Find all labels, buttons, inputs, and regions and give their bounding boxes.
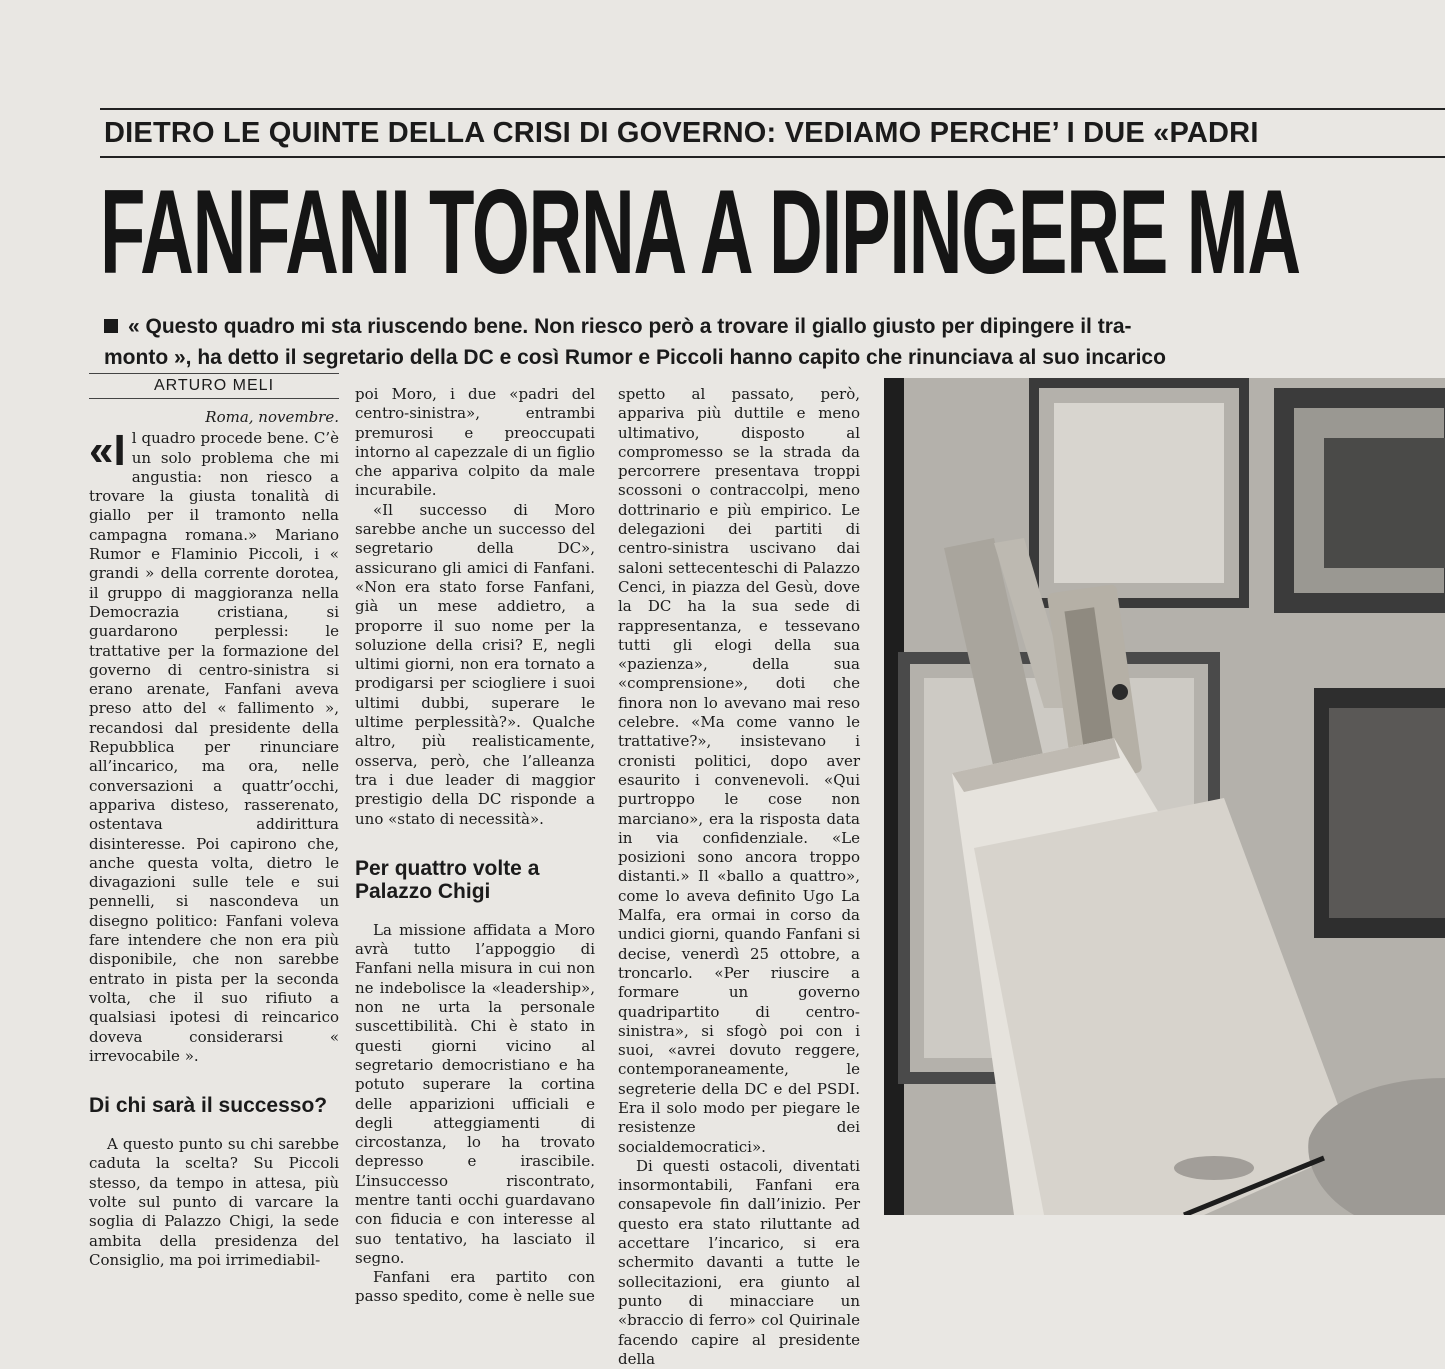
column-2 bbox=[355, 385, 595, 1307]
byline: ARTURO MELI bbox=[153, 377, 275, 394]
photo-easel-illustration bbox=[884, 378, 1445, 1215]
byline-rule-bottom bbox=[89, 398, 339, 399]
dropcap: «I bbox=[89, 426, 126, 476]
paragraph: poi Moro, i due «padri del centro-sinistra», entrambi premurosi e preoccupati intorno al capezzale di un figlio che appariva colpito da male incurabile. bbox=[355, 385, 595, 500]
deck-text-1: « Questo quadro mi sta riuscendo bene. Non riesco però a trovare il giallo giusto per dipingere il tra- bbox=[128, 315, 1132, 338]
subhead: Per quattro volte a Palazzo Chigi bbox=[355, 856, 540, 903]
paragraph: spetto al passato, però, appariva più duttile e meno ultimativo, disposto al compromesso se la strada da percorrere presentava troppi scossoni o contraccolpi, meno dottrinario e più empirico. Le delegazioni dei partiti di centro-sinistra uscivano dai saloni settecenteschi di Palazzo Cenci, in piazza del Gesù, dove la DC ha la sua sede di rappresentanza, e tessevano tutti gli elogi della sua «pazienza», della sua «comprensione», doti che finora non lo avevano mai reso celebre. «Ma come vanno le trattative?», insistevano i cronisti politici, dopo aver esaurito i convenevoli. «Qui purtroppo le cose non marciano», era la risposta data in via confidenziale. «Le posizioni sono ancora troppo distanti.» Il «ballo a quattro», come lo aveva definito Ugo La Malfa, era ormai in corso da undici giorni, quando Fanfani si decise, venerdì 25 ottobre, a troncarlo. «Per riuscire a formare un governo quadripartito di centro-sinistra», si sfogò poi con i suoi, «avrei dovuto reggere, contemporaneamente, le segreterie della DC e del PSDI. Era il solo modo per piegare le resistenze dei socialdemocratici». bbox=[618, 385, 860, 1156]
paragraph bbox=[89, 426, 339, 1066]
headline: FANFANI TORNA A DIPINGERE MA bbox=[100, 165, 1300, 299]
photo-easel bbox=[884, 378, 1445, 1215]
top-rule bbox=[100, 108, 1445, 110]
deck-line-1 bbox=[104, 311, 1396, 342]
deck-line-2: monto », ha detto il segretario della DC e così Rumor e Piccoli hanno capito che rinunciava al suo incarico bbox=[104, 346, 1166, 369]
paragraph: Fanfani era partito con passo spedito, come è nelle sue bbox=[355, 1268, 595, 1306]
kicker-rule bbox=[100, 156, 1445, 158]
column-1 bbox=[89, 408, 339, 1270]
paragraph: A questo punto su chi sarebbe caduta la scelta? Su Piccoli stesso, da tempo in attesa, più volte sul punto di varcare la soglia di Palazzo Chigi, la sede ambita della presidenza del Consiglio, ma poi irrimediabil- bbox=[89, 1135, 339, 1269]
square-bullet-icon bbox=[104, 319, 118, 333]
kicker: DIETRO LE QUINTE DELLA CRISI DI GOVERNO: VEDIAMO PERCHE’ I DUE «PADRI bbox=[104, 117, 1259, 149]
paragraph: Di questi ostacoli, diventati insormontabili, Fanfani era consapevole fin dall’inizio. Per questo era stato riluttante ad accettare l’incarico, si era schermito davanti a tutte le sollecitazioni, era giunto al punto di minacciare un «braccio di ferro» col Quirinale facendo capire al presidente della bbox=[618, 1156, 860, 1368]
paragraph: «Il successo di Moro sarebbe anche un successo del segretario della DC», assicurano gli amici di Fanfani. «Non era stato forse Fanfani, già un mese addietro, a proporre il suo nome per la soluzione della crisi? E, negli ultimi giorni, non era tornato a prodigarsi per sciogliere i suoi ultimi dubbi, superare le ultime perplessità?». Qualche altro, più realisticamente, osserva, però, che l’alleanza tra i due leader di maggior prestigio della DC risponde a uno «stato di necessità». bbox=[355, 500, 595, 828]
column-3 bbox=[618, 385, 860, 1369]
paragraph: La missione affidata a Moro avrà tutto l’appoggio di Fanfani nella misura in cui non ne indebolisce la «leadership», non ne urta la personale suscettibilità. Chi è stato in questi giorni vicino al segretario democristiano e ha potuto superare la cortina delle apparizioni ufficiali e degli atteggiamenti di circostanza, lo ha trovato depresso e irascibile. L’insuccesso riscontrato, mentre tanti occhi guardavano con fiducia e con interesse al suo tentativo, ha lasciato il segno. bbox=[355, 920, 595, 1267]
deck bbox=[104, 311, 1396, 373]
paragraph-text: l quadro procede bene. C’è un solo problema che mi angustia: non riesco a trovare la giusta tonalità di giallo per il tramonto nella campagna romana.» Mariano Rumor e Flaminio Piccoli, i « grandi » della corrente dorotea, il gruppo di maggioranza nella Democrazia cristiana, si guardarono perplessi: le trattative per la formazione del governo di centro-sinistra si erano arenate, Fanfani aveva preso atto del « fallimento », recandosi dal presidente della Repubblica per rinunciare all’incarico, ma ora, nelle conversazioni a quattr’occhi, appariva disteso, rasserenato, ostentava addirittura disinteresse. Poi capirono che, anche questa volta, dietro le divagazioni sulle tele e sui pennelli, si nascondeva un disegno politico: Fanfani voleva fare intendere che non era più disponibile, che non sarebbe entrato in pista per la seconda volta, che il suo rifiuto a qualsiasi ipotesi di reincarico doveva considerarsi « irrevocabile ». bbox=[89, 429, 339, 1065]
subhead: Di chi sarà il successo? bbox=[89, 1094, 328, 1118]
dateline: Roma, novembre. bbox=[205, 408, 339, 426]
